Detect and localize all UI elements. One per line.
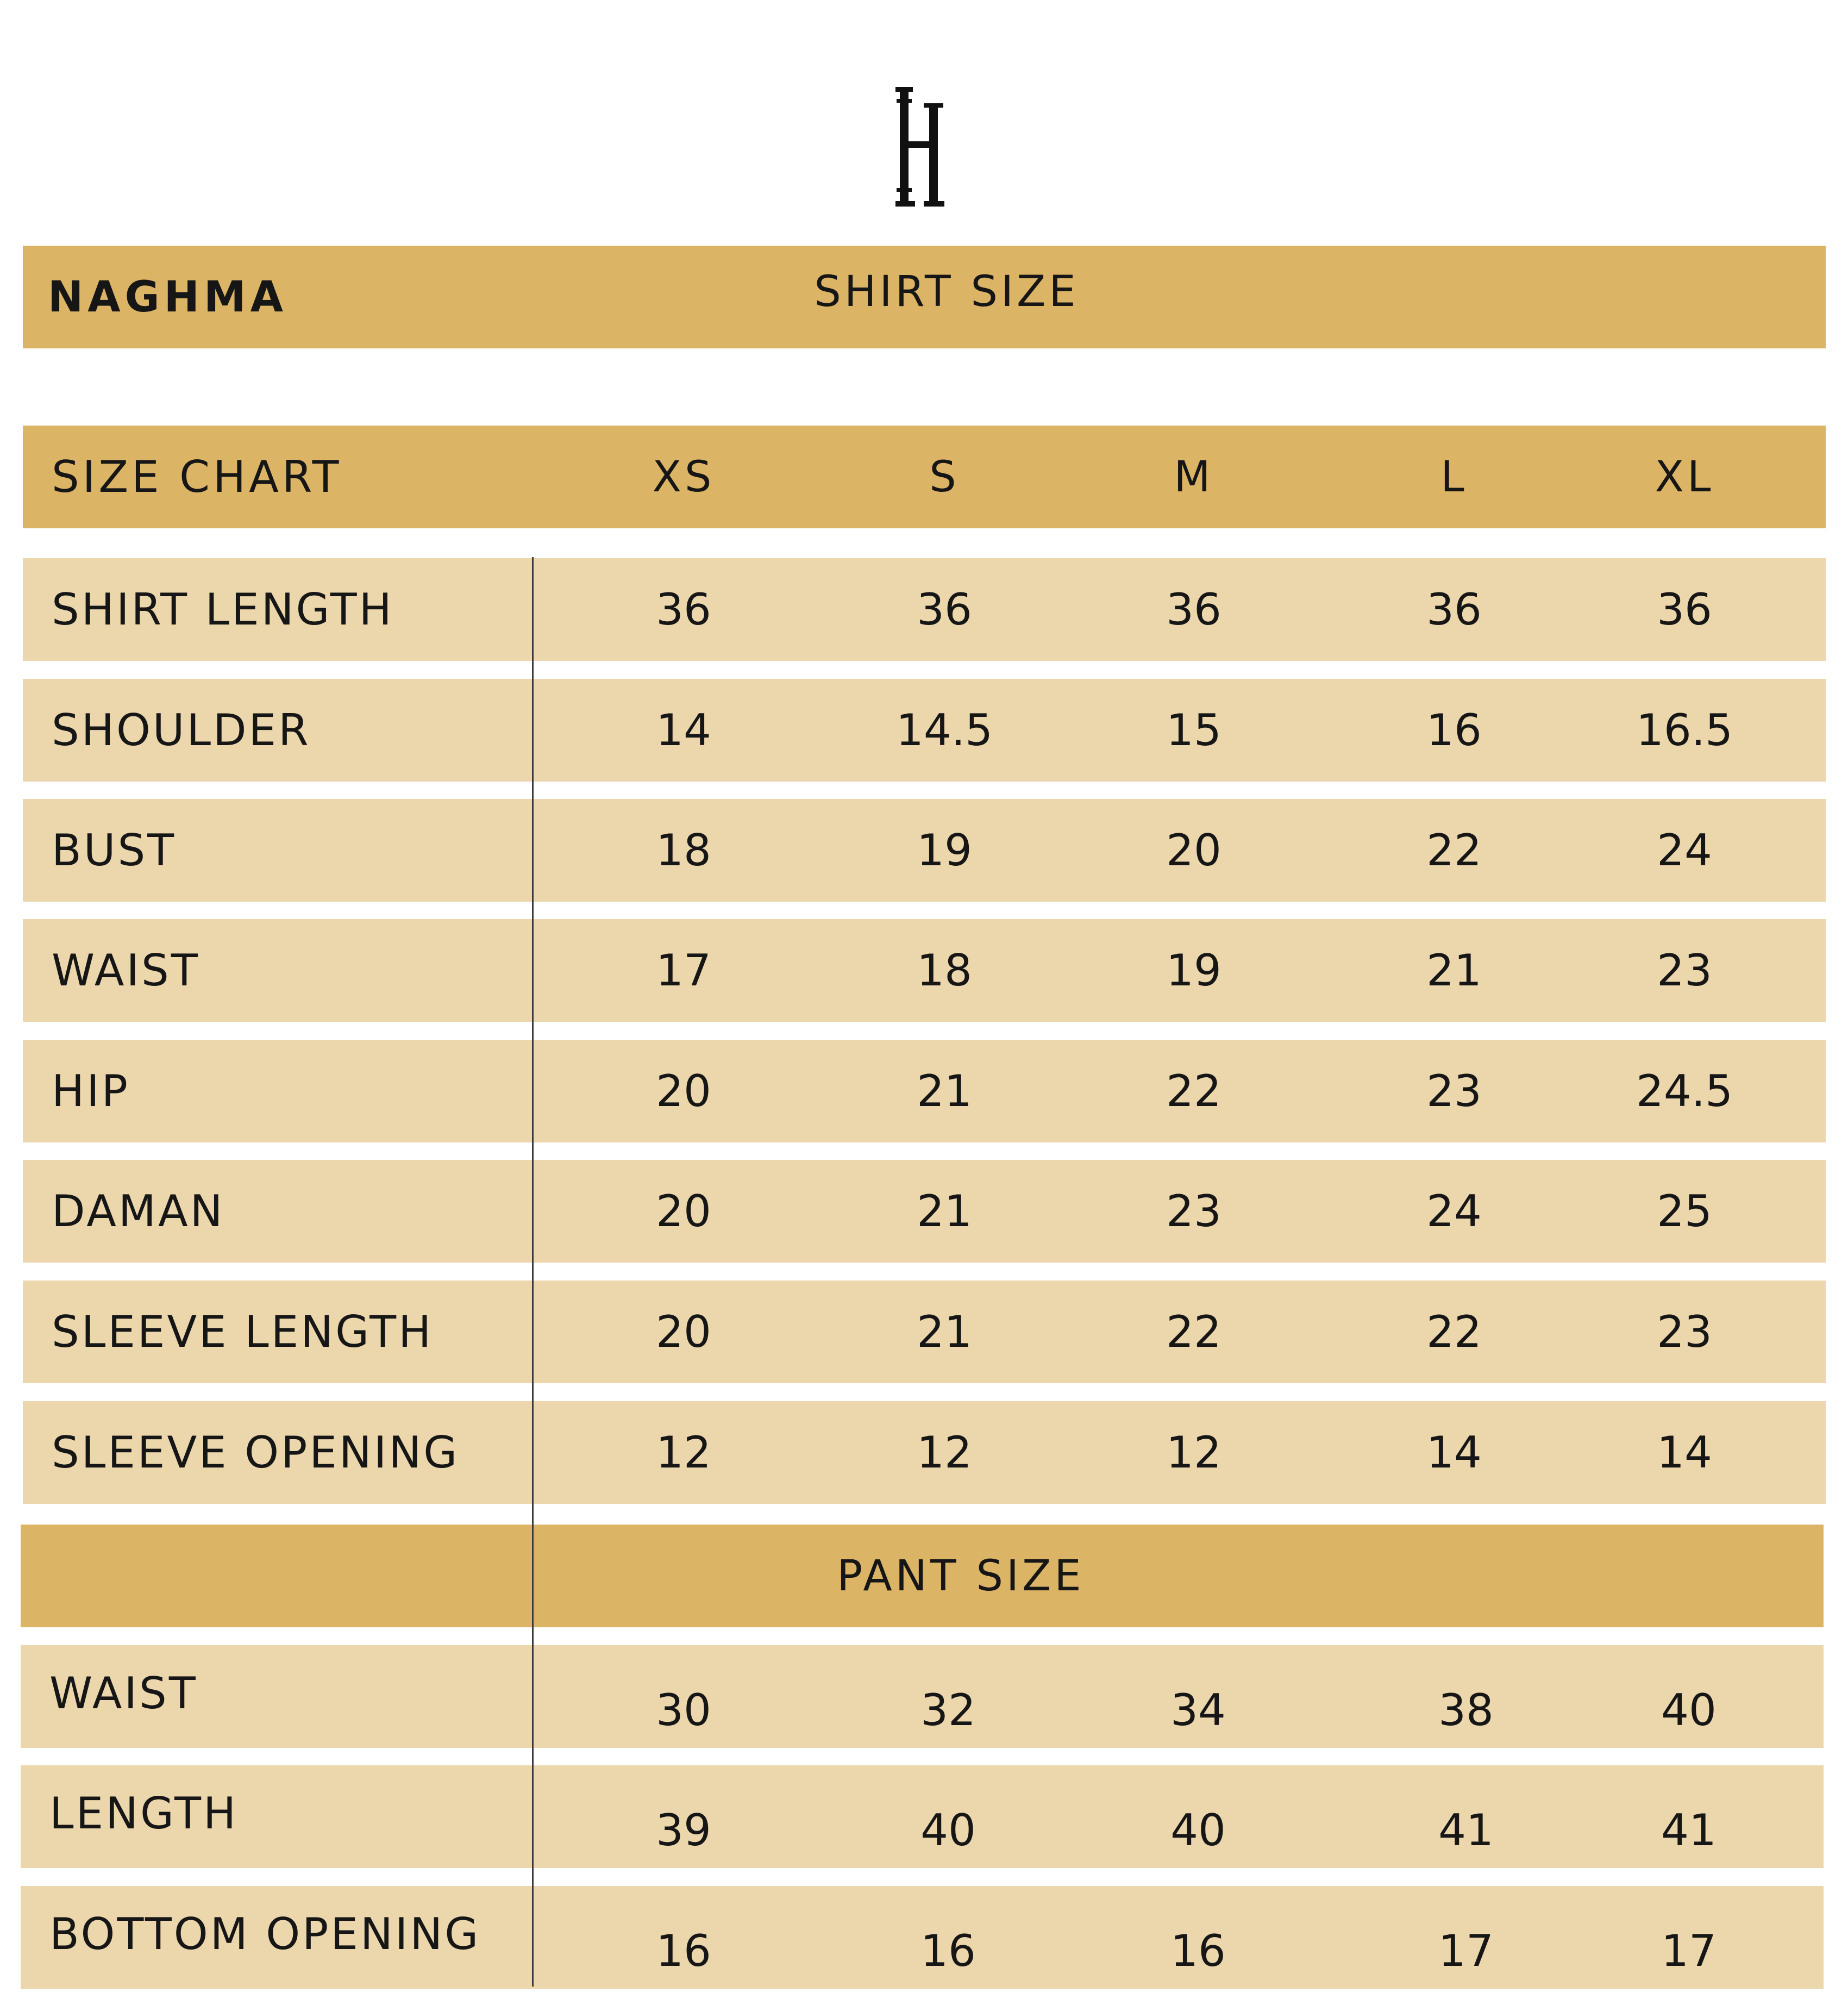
cell-s: 40 bbox=[920, 1805, 976, 1856]
row-label: SLEEVE LENGTH bbox=[52, 1307, 434, 1357]
cell-l: 21 bbox=[1426, 945, 1482, 996]
shirt-size-band bbox=[23, 246, 1826, 348]
cell-l: 17 bbox=[1438, 1926, 1494, 1976]
cell-xl: 24.5 bbox=[1636, 1066, 1733, 1116]
cell-l: 22 bbox=[1426, 825, 1482, 876]
table-row bbox=[23, 919, 1826, 1022]
table-row bbox=[23, 1401, 1826, 1504]
size-header-s: S bbox=[929, 452, 960, 502]
cell-xl: 41 bbox=[1661, 1805, 1717, 1856]
cell-s: 12 bbox=[917, 1427, 972, 1478]
cell-l: 14 bbox=[1426, 1427, 1482, 1478]
row-label: BUST bbox=[52, 825, 177, 876]
cell-m: 22 bbox=[1166, 1307, 1221, 1357]
row-label: DAMAN bbox=[52, 1186, 225, 1236]
cell-xs: 14 bbox=[656, 705, 711, 755]
cell-l: 38 bbox=[1438, 1685, 1494, 1735]
cell-xl: 25 bbox=[1657, 1186, 1712, 1236]
cell-xs: 12 bbox=[656, 1427, 711, 1478]
column-divider bbox=[532, 557, 534, 1987]
row-label: WAIST bbox=[49, 1668, 198, 1719]
row-label: LENGTH bbox=[49, 1788, 239, 1839]
cell-s: 16 bbox=[920, 1926, 976, 1976]
cell-s: 21 bbox=[917, 1307, 972, 1357]
table-row bbox=[21, 1645, 1824, 1748]
row-label: BOTTOM OPENING bbox=[49, 1909, 481, 1959]
cell-s: 32 bbox=[920, 1685, 976, 1735]
cell-xl: 14 bbox=[1657, 1427, 1712, 1478]
size-header-band bbox=[23, 426, 1826, 528]
table-row bbox=[23, 799, 1826, 902]
cell-xs: 30 bbox=[656, 1685, 711, 1735]
cell-l: 41 bbox=[1438, 1805, 1494, 1856]
cell-xl: 24 bbox=[1657, 825, 1712, 876]
cell-xs: 36 bbox=[656, 584, 711, 635]
cell-l: 23 bbox=[1426, 1066, 1482, 1116]
size-header-xs: XS bbox=[652, 452, 715, 502]
cell-m: 34 bbox=[1170, 1685, 1226, 1735]
pant-size-title: PANT SIZE bbox=[837, 1551, 1085, 1601]
cell-m: 12 bbox=[1166, 1427, 1221, 1478]
cell-s: 36 bbox=[917, 584, 972, 635]
cell-xl: 36 bbox=[1657, 584, 1712, 635]
table-row bbox=[23, 1160, 1826, 1263]
cell-xl: 40 bbox=[1661, 1685, 1717, 1735]
table-row bbox=[23, 558, 1826, 661]
cell-m: 19 bbox=[1166, 945, 1221, 996]
cell-xs: 20 bbox=[656, 1307, 711, 1357]
cell-m: 23 bbox=[1166, 1186, 1221, 1236]
cell-l: 16 bbox=[1426, 705, 1482, 755]
shirt-size-title: SHIRT SIZE bbox=[814, 267, 1079, 316]
size-header-l: L bbox=[1440, 452, 1468, 502]
size-header-m: M bbox=[1174, 452, 1214, 502]
cell-xl: 23 bbox=[1657, 945, 1712, 996]
table-row bbox=[23, 1281, 1826, 1383]
row-label: SLEEVE OPENING bbox=[52, 1427, 460, 1478]
size-chart-label: SIZE CHART bbox=[52, 452, 342, 502]
cell-m: 40 bbox=[1170, 1805, 1226, 1856]
cell-xs: 17 bbox=[656, 945, 711, 996]
cell-xl: 16.5 bbox=[1636, 705, 1733, 755]
cell-xl: 17 bbox=[1661, 1926, 1717, 1976]
row-label: SHIRT LENGTH bbox=[52, 584, 394, 635]
cell-xs: 16 bbox=[656, 1926, 711, 1976]
cell-l: 22 bbox=[1426, 1307, 1482, 1357]
row-label: HIP bbox=[52, 1066, 130, 1116]
cell-xl: 23 bbox=[1657, 1307, 1712, 1357]
table-row bbox=[21, 1886, 1824, 1989]
cell-xs: 20 bbox=[656, 1066, 711, 1116]
cell-m: 22 bbox=[1166, 1066, 1221, 1116]
cell-l: 24 bbox=[1426, 1186, 1482, 1236]
cell-m: 36 bbox=[1166, 584, 1221, 635]
cell-l: 36 bbox=[1426, 584, 1482, 635]
row-label: WAIST bbox=[52, 945, 200, 996]
table-row bbox=[21, 1765, 1824, 1868]
cell-xs: 39 bbox=[656, 1805, 711, 1856]
pant-size-band bbox=[21, 1525, 1824, 1627]
table-row bbox=[23, 679, 1826, 782]
cell-xs: 20 bbox=[656, 1186, 711, 1236]
cell-s: 21 bbox=[917, 1186, 972, 1236]
cell-s: 21 bbox=[917, 1066, 972, 1116]
cell-s: 19 bbox=[917, 825, 972, 876]
brand-name: NAGHMA bbox=[48, 272, 287, 322]
brand-logo bbox=[895, 87, 950, 207]
cell-s: 14.5 bbox=[895, 705, 993, 755]
cell-m: 15 bbox=[1166, 705, 1221, 755]
table-row bbox=[23, 1040, 1826, 1142]
size-header-xl: XL bbox=[1655, 452, 1714, 502]
cell-xs: 18 bbox=[656, 825, 711, 876]
cell-s: 18 bbox=[917, 945, 972, 996]
cell-m: 16 bbox=[1170, 1926, 1226, 1976]
cell-m: 20 bbox=[1166, 825, 1221, 876]
row-label: SHOULDER bbox=[52, 705, 311, 755]
